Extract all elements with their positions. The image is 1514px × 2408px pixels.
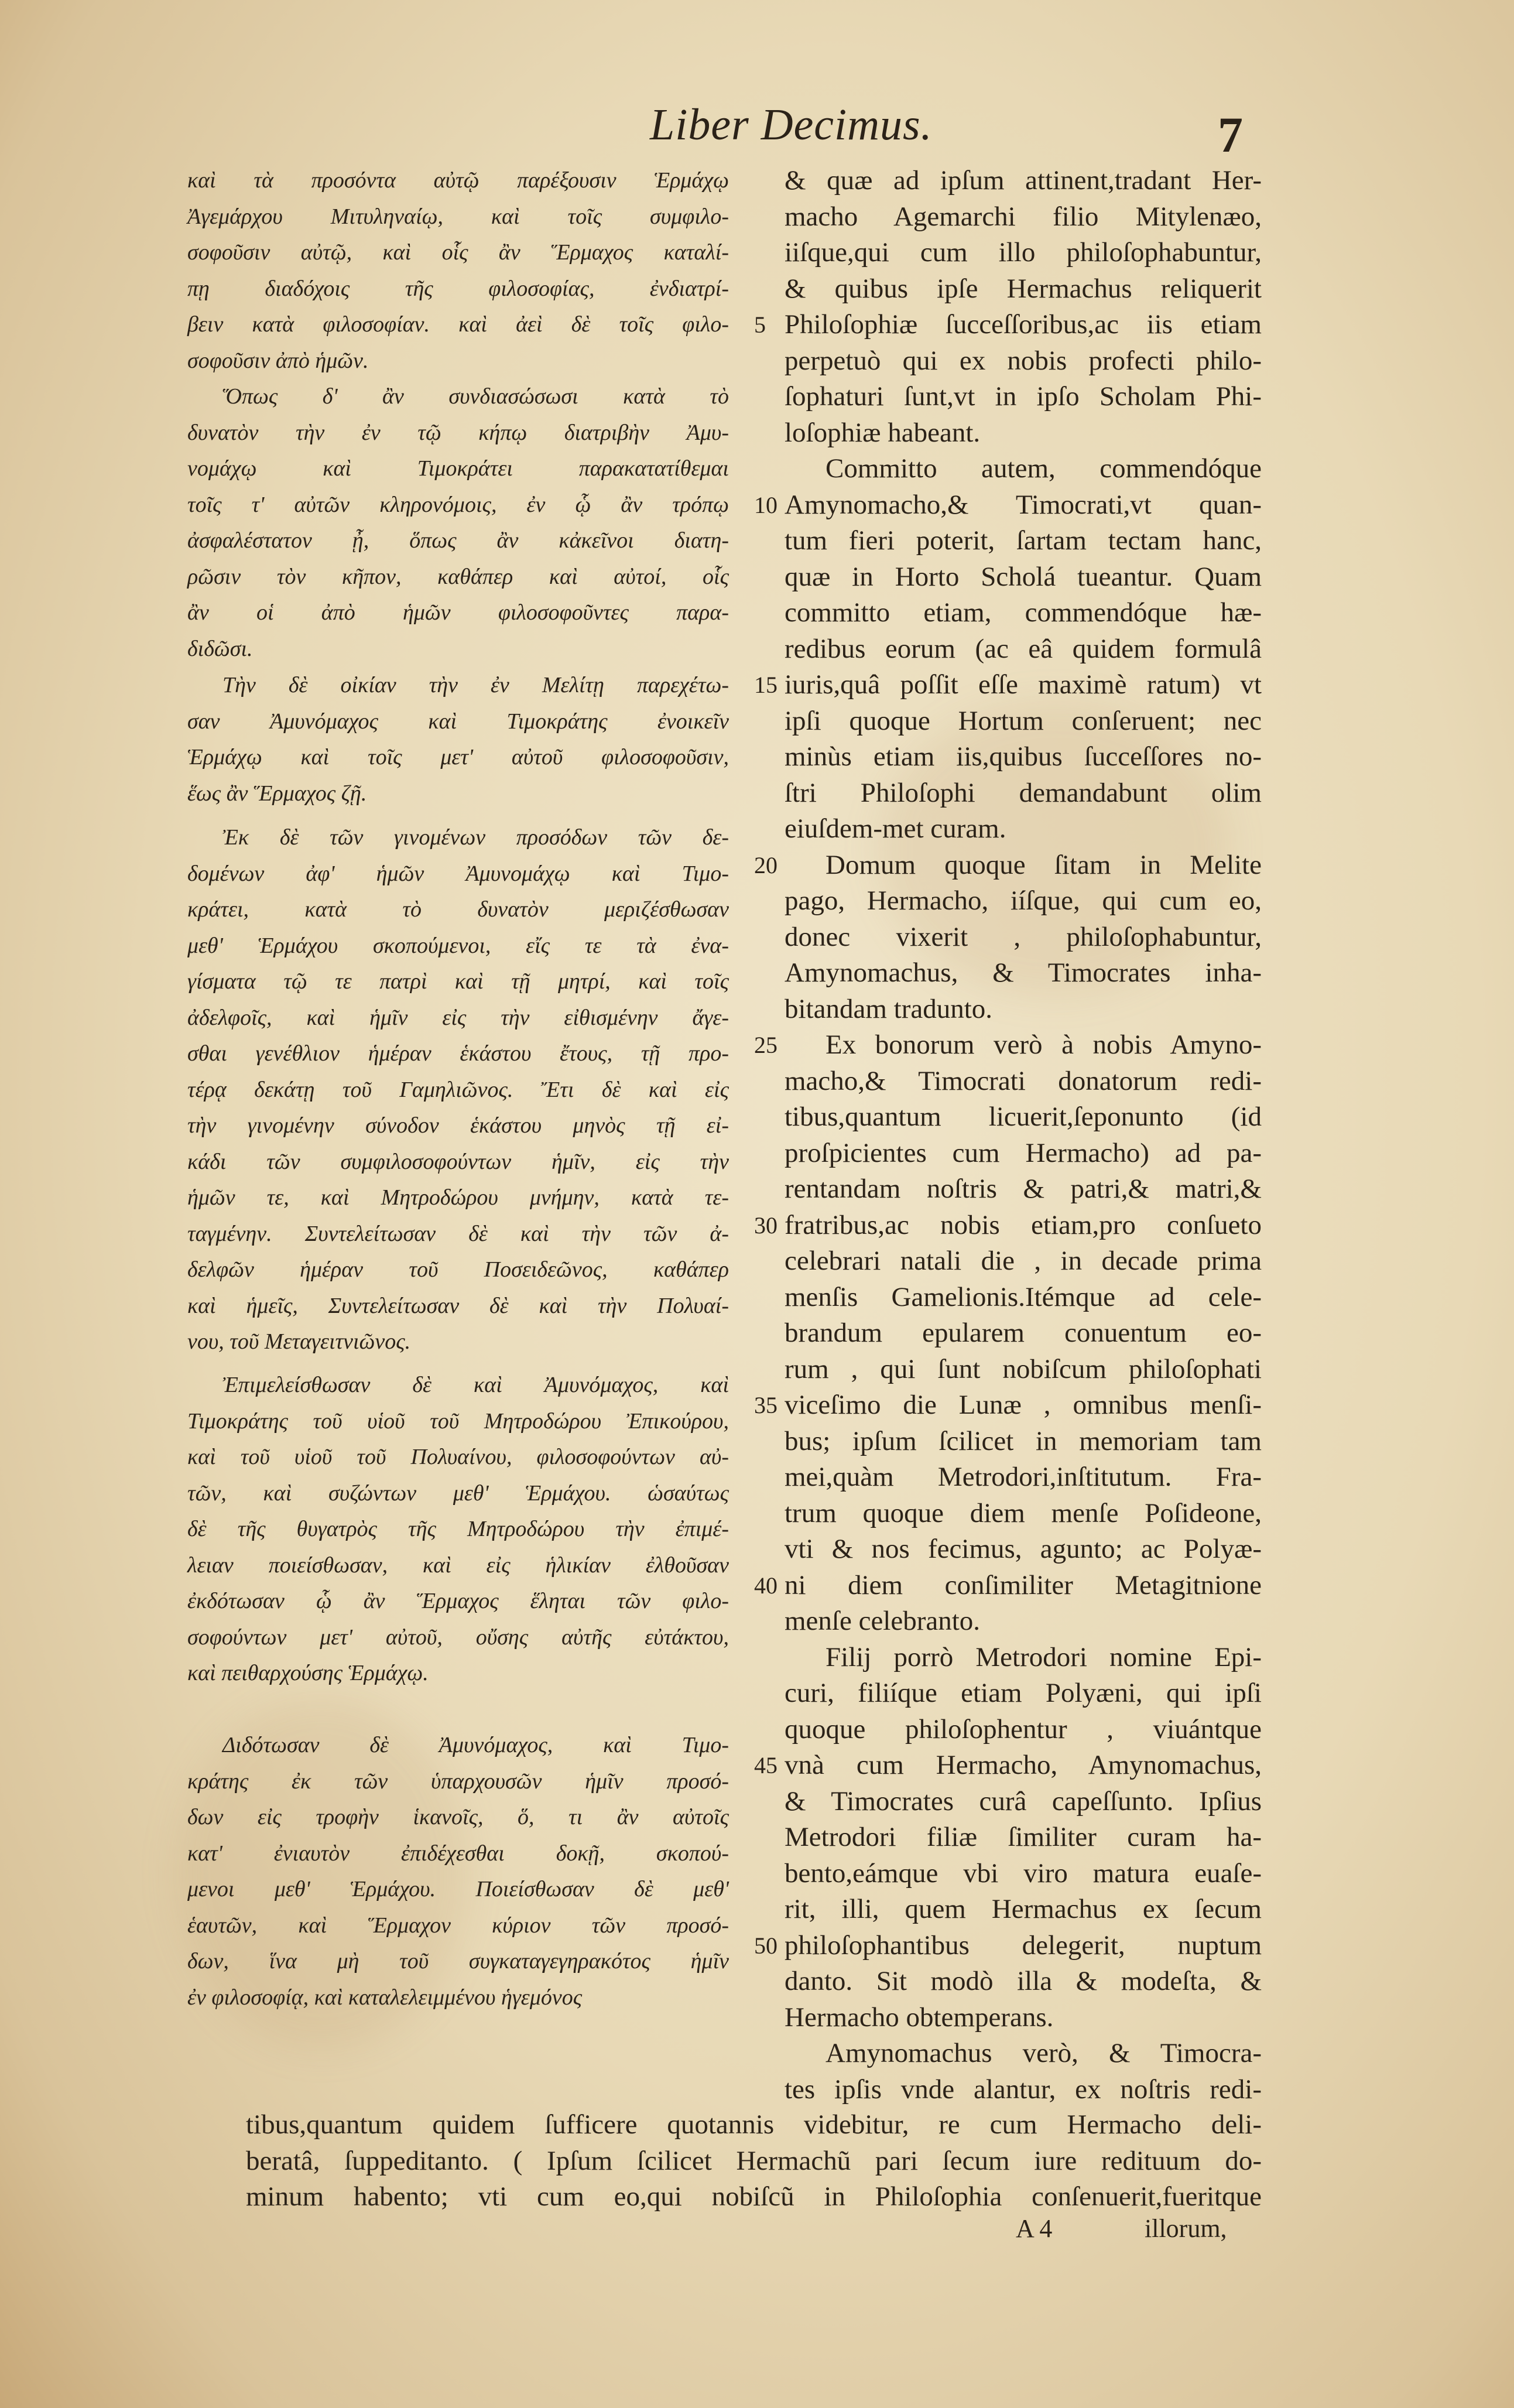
latin-line-text: committo etiam, commendóque hæ- [785,597,1262,628]
full-width-line: minum habento; vti cum eo,qui nobiſcũ in Philoſophia conſenuerit,fueritque [246,2181,1262,2212]
latin-line-text: iiſque,qui cum illo philoſophabuntur, [785,237,1262,268]
greek-paragraph [187,379,729,667]
greek-line: ἀσφαλέστατον ᾖ, ὅπως ἂν κἀκεῖνοι διατη- [187,528,729,553]
greek-line: ἡμῶν τε, καὶ Μητροδώρου μνήμην, κατὰ τε- [187,1185,729,1210]
latin-line-text: fratribus,ac nobis etiam,pro conſueto [785,1209,1262,1240]
latin-line-text: rit, illi, quem Hermachus ex ſecum [785,1894,1262,1924]
latin-line-text: loſophiæ habeant. [785,417,981,448]
latin-line-text: quoque philoſophentur , viuántque [785,1713,1262,1745]
latin-line-text: menſe celebranto. [785,1606,981,1636]
latin-line [785,1640,1262,1676]
greek-line: σθαι γενέθλιον ἡμέραν ἑκάστου ἔτους, τῇ προ- [187,1041,729,1066]
latin-line-text: Amynomachus, & Timocrates inha- [785,957,1262,988]
latin-line-text: & Timocrates curâ capeſſunto. Ipſius [785,1786,1262,1817]
greek-line: ρῶσιν τὸν κῆπον, καθάπερ καὶ αὐτοί, οἷς [187,564,729,589]
greek-line: δων, ἵνα μὴ τοῦ συγκαταγεγηρακότος ἡμῖν [187,1949,729,1973]
line-number: 5 [754,312,766,338]
greek-line: νου, τοῦ Μεταγειτνιῶνος. [187,1329,411,1354]
page-number: 7 [1218,107,1243,163]
latin-line [754,1208,1262,1244]
greek-line: ἕως ἂν Ἕρμαχος ζῇ. [187,781,367,806]
greek-line: ἀδελφοῖς, καὶ ἡμῖν εἰς τὴν εἰθισμένην ἄγε- [187,1005,729,1030]
greek-line: καὶ ἡμεῖς, Συντελείτωσαν δὲ καὶ τὴν Πολυαί- [187,1293,729,1318]
greek-line: ἂν οἱ ἀπὸ ἡμῶν φιλοσοφοῦντες παρα- [187,600,729,625]
greek-line: σοφοῦσιν αὐτῷ, καὶ οἷς ἂν Ἕρμαχος καταλί- [187,240,729,265]
greek-line: τὴν γινομένην σύνοδον ἑκάστου μηνὸς τῇ εἰ- [187,1113,729,1138]
catchword: illorum, [1145,2214,1227,2243]
latin-line-text: Amynomacho,& Timocrati,vt quan- [785,489,1262,520]
latin-line-text: Metrodori filiæ ſimiliter curam ha- [785,1822,1262,1852]
latin-line-text: Hermacho obtemperans. [785,2002,1054,2033]
latin-line-text: ſtri Philoſophi demandabunt olim [785,777,1262,808]
latin-line [785,199,1262,235]
latin-line [785,271,1262,307]
line-number: 25 [754,1032,777,1058]
latin-line [785,379,1262,415]
full-width-text [246,2107,1262,2215]
latin-line [785,1964,1262,2000]
latin-line [785,1531,1262,1568]
latin-line [785,595,1262,631]
latin-line [785,415,1262,452]
latin-line [785,1171,1262,1208]
latin-line-text: rum , qui ſunt nobiſcum philoſophati [785,1353,1262,1384]
latin-line-text: macho Agemarchi filio Mitylenæo, [785,201,1262,232]
latin-line [754,307,1262,343]
greek-paragraph [187,820,729,1360]
latin-line-text: Amynomachus verò, & Timocra- [825,2038,1262,2068]
greek-line: Τιμοκράτης τοῦ υἱοῦ τοῦ Μητροδώρου Ἐπικούρου, [187,1408,729,1434]
greek-line: μενοι μεθ' Ἑρμάχου. Ποιείσθωσαν δὲ μεθ' [187,1877,729,1901]
latin-line-text: proſpicientes cum Hermacho) ad pa- [785,1137,1262,1168]
latin-line [785,703,1262,740]
latin-line-text: celebrari natali die , in decade prima [785,1246,1262,1276]
greek-line: λειαν ποιείσθωσαν, καὶ εἰς ἡλικίαν ἐλθοῦσαν [187,1552,729,1578]
latin-line [785,1712,1262,1748]
latin-line [785,235,1262,271]
line-number: 30 [754,1212,777,1239]
latin-line-text: iuris,quâ poſſit eſſe maximè ratum) vt [785,669,1262,700]
greek-line: βειν κατὰ φιλοσοφίαν. καὶ ἀεὶ δὲ τοῖς φιλο- [187,312,729,337]
greek-line: ἐν φιλοσοφίᾳ, καὶ καταλελειμμένου ἡγεμόνος [187,1985,583,2010]
latin-line-text: Philoſophiæ ſucceſſoribus,ac iis etiam [785,309,1262,340]
latin-line-text: Committo autem, commendóque [825,453,1262,484]
latin-line-text: redibus eorum (ac eâ quidem formulâ [785,633,1262,664]
greek-line: δων εἰς τροφὴν ἱκανοῖς, ὅ, τι ἂν αὐτοῖς [187,1805,729,1829]
latin-line-text: tibus,quantum licuerit,ſeponunto (id [785,1102,1262,1132]
greek-line: Ἀγεμάρχου Μιτυληναίῳ, καὶ τοῖς συμφιλο- [187,204,729,229]
latin-line-text: viceſimo die Lunæ , omnibus menſi- [785,1390,1262,1420]
latin-line [785,775,1262,812]
latin-line-text: & quibus ipſe Hermachus reliquerit [785,273,1262,304]
latin-line-text: pago, Hermacho, iíſque, qui cum eo, [785,885,1262,916]
latin-line [785,1424,1262,1460]
greek-paragraph [187,1728,729,2016]
latin-line [754,1027,1262,1063]
latin-line-text: macho,& Timocrati donatorum redi- [785,1065,1262,1096]
latin-line [785,883,1262,919]
line-number: 15 [754,672,777,698]
latin-line-text: minùs etiam iis,quibus ſucceſſores no- [785,741,1262,772]
latin-line-text: vti & nos fecimus, agunto; ac Polyæ- [785,1534,1262,1564]
greek-line: καὶ τὰ προσόντα αὐτῷ παρέξουσιν Ἑρμάχῳ [187,168,729,193]
greek-line: πῃ διαδόχοις τῆς φιλοσοφίας, ἐνδιατρί- [187,276,729,301]
latin-line-text: trum quoque diem menſe Poſideone, [785,1497,1262,1528]
latin-line [785,343,1262,379]
greek-line: διδῶσι. [187,636,253,661]
greek-line: ἐκδότωσαν ᾧ ἂν Ἕρμαχος ἕληται τῶν φιλο- [187,1589,729,1613]
greek-line: ταγμένην. Συντελείτωσαν δὲ καὶ τὴν τῶν ἀ- [187,1221,729,1246]
latin-line-text: mei,quàm Metrodori,inſtitutum. Fra- [785,1462,1262,1492]
latin-line-text: Filij porrò Metrodori nomine Epi- [825,1641,1262,1672]
latin-line [785,523,1262,559]
latin-line-text: bus; ipſum ſcilicet in memoriam tam [785,1425,1262,1456]
latin-line-text: vnà cum Hermacho, Amynomachus, [785,1750,1262,1780]
latin-line-text: bitandam tradunto. [785,993,993,1024]
line-number: 40 [754,1572,777,1599]
latin-line [785,1099,1262,1135]
latin-line [785,1496,1262,1532]
latin-line [785,1819,1262,1856]
latin-line-text: Domum quoque ſitam in Melite [825,849,1262,880]
latin-line [785,2036,1262,2072]
greek-line: ἑαυτῶν, καὶ Ἕρμαχον κύριον τῶν προσό- [187,1913,729,1938]
latin-line [785,919,1262,956]
line-number: 20 [754,851,777,878]
latin-line-text: curi, filiíque etiam Polyæni, qui ipſi [785,1678,1262,1708]
latin-line [785,1856,1262,1892]
latin-line-text: danto. Sit modò illa & modeſta, & [785,1966,1262,1996]
greek-line: σαν Ἀμυνόμαχος καὶ Τιμοκράτης ἐνοικεῖν [187,709,729,734]
latin-line-text: menſis Gamelionis.Itémque ad cele- [785,1281,1262,1312]
latin-line-text: ipſi quoque Hortum conſeruent; nec [785,705,1262,736]
greek-line: Ἑρμάχῳ καὶ τοῖς μετ' αὐτοῦ φιλοσοφοῦσιν, [187,745,729,769]
latin-line [785,1352,1262,1388]
latin-column [754,163,1262,2108]
greek-line: Ὅπως δ' ἂν συνδιασώσωσι κατὰ τὸ [222,384,729,409]
latin-line-text: brandum epularem conuentum eo- [785,1318,1262,1348]
latin-line [785,1675,1262,1712]
greek-line: δυνατὸν τὴν ἐν τῷ κήπῳ διατριβὴν Ἀμυ- [187,420,729,445]
greek-line: τῶν, καὶ συζώντων μεθ' Ἑρμάχου. ὡσαύτως [187,1480,729,1506]
latin-line-text: ſophaturi ſunt,vt in ipſo Scholam Phi- [785,381,1262,412]
greek-line: καὶ πειθαρχούσης Ἑρμάχῳ. [187,1661,429,1685]
latin-line [785,1280,1262,1316]
latin-line-text: tes ipſis vnde alantur, ex noſtris redi- [785,2074,1262,2105]
latin-line [754,667,1262,703]
greek-line: Διδότωσαν δὲ Ἀμυνόμαχος, καὶ Τιμο- [222,1733,729,1757]
running-title: Liber Decimus. [650,100,933,149]
latin-line-text: perpetuò qui ex nobis profecti philo- [785,345,1262,376]
latin-line [754,1747,1262,1784]
latin-line [785,1603,1262,1640]
greek-line: νομάχῳ καὶ Τιμοκράτει παρακατατίθεμαι [187,456,729,481]
line-number: 35 [754,1392,777,1418]
greek-line: Ἐκ δὲ τῶν γινομένων προσόδων τῶν δε- [222,825,729,850]
latin-line [785,955,1262,991]
line-number: 50 [754,1932,777,1959]
greek-paragraph [187,163,729,379]
latin-line [785,1135,1262,1172]
latin-line-text: eiuſdem-met curam. [785,813,1006,844]
greek-line: δελφῶν ἡμέραν τοῦ Ποσειδεῶνος, καθάπερ [187,1257,729,1282]
latin-line [785,163,1262,199]
greek-line: καὶ τοῦ υἱοῦ τοῦ Πολυαίνου, φιλοσοφούντων αὐ- [187,1445,729,1469]
greek-line: δομένων ἀφ' ἡμῶν Ἀμυνομάχῳ καὶ Τιμο- [187,861,729,886]
latin-line [754,1928,1262,1964]
latin-line [785,631,1262,668]
greek-line: Ἐπιμελείσθωσαν δὲ καὶ Ἀμυνόμαχος, καὶ [222,1373,729,1397]
latin-line [785,1784,1262,1820]
greek-line: τοῖς τ' αὐτῶν κληρονόμοις, ἐν ᾧ ἂν τρόπῳ [187,492,729,517]
latin-line-text: ni diem conſimiliter Metagitnione [785,1569,1262,1600]
latin-line [785,1459,1262,1496]
latin-line [785,1891,1262,1928]
greek-line: κράτης ἐκ τῶν ὑπαρχουσῶν ἡμῖν προσό- [187,1769,729,1794]
latin-line [785,451,1262,487]
latin-line [785,1243,1262,1280]
greek-line: μεθ' Ἑρμάχου σκοπούμενοι, εἴς τε τὰ ἐνα- [187,933,729,958]
latin-line [754,487,1262,524]
greek-line: κάδι τῶν συμφιλοσοφούντων ἡμῖν, εἰς τὴν [187,1149,729,1174]
latin-line [785,739,1262,775]
latin-line [785,559,1262,596]
latin-line [785,1063,1262,1100]
greek-line: κράτει, κατὰ τὸ δυνατὸν μεριζέσθωσαν [187,897,729,922]
latin-line [785,2000,1262,2036]
latin-line-text: Ex bonorum verò à nobis Amyno- [825,1029,1262,1060]
greek-line: κατ' ἐνιαυτὸν ἐπιδέχεσθαι δοκῇ, σκοπού- [187,1841,729,1866]
latin-line-text: quæ in Horto Scholá tueantur. Quam [785,561,1262,592]
full-width-line: beratâ, ſuppeditanto. ( Ipſum ſcilicet Hermachũ pari ſecum iure redituum do- [246,2145,1262,2176]
latin-line [754,847,1262,884]
latin-line [785,811,1262,847]
latin-line-text: rentandam noſtris & patri,& matri,& [785,1174,1262,1204]
greek-line: σοφούντων μετ' αὐτοῦ, οὔσης αὐτῆς εὐτάκτου, [187,1624,729,1650]
latin-line-text: tum fieri poterit, ſartam tectam hanc, [785,525,1262,556]
latin-line-text: & quæ ad ipſum attinent,tradant Her- [785,165,1262,196]
greek-line: τέρᾳ δεκάτῃ τοῦ Γαμηλιῶνος. Ἔτι δὲ καὶ εἰς [187,1077,729,1102]
greek-line: δὲ τῆς θυγατρὸς τῆς Μητροδώρου τὴν ἐπιμέ- [187,1517,729,1541]
signature-mark: A 4 [1016,2214,1053,2243]
greek-paragraph [187,668,729,812]
greek-line: γίσματα τῷ τε πατρὶ καὶ τῇ μητρί, καὶ τοῖς [187,969,729,994]
full-width-line: tibus,quantum quidem ſufficere quotannis videbitur, re cum Hermacho deli- [246,2109,1262,2140]
latin-line-text: donec vixerit , philoſophabuntur, [785,921,1262,952]
latin-line [754,1568,1262,1604]
greek-paragraph [187,1367,729,1692]
latin-line [785,1315,1262,1352]
greek-line: σοφοῦσιν ἀπὸ ἡμῶν. [187,348,369,373]
greek-line: Τὴν δὲ οἰκίαν τὴν ἐν Μελίτῃ παρεχέτω- [222,673,729,697]
line-number: 45 [754,1752,777,1778]
latin-line-text: philoſophantibus delegerit, nuptum [785,1930,1262,1961]
latin-line-text: bento,eámque vbi viro matura euaſe- [785,1858,1262,1889]
latin-line [754,1387,1262,1424]
latin-line [785,2072,1262,2108]
line-number: 10 [754,491,777,518]
latin-line [785,991,1262,1028]
